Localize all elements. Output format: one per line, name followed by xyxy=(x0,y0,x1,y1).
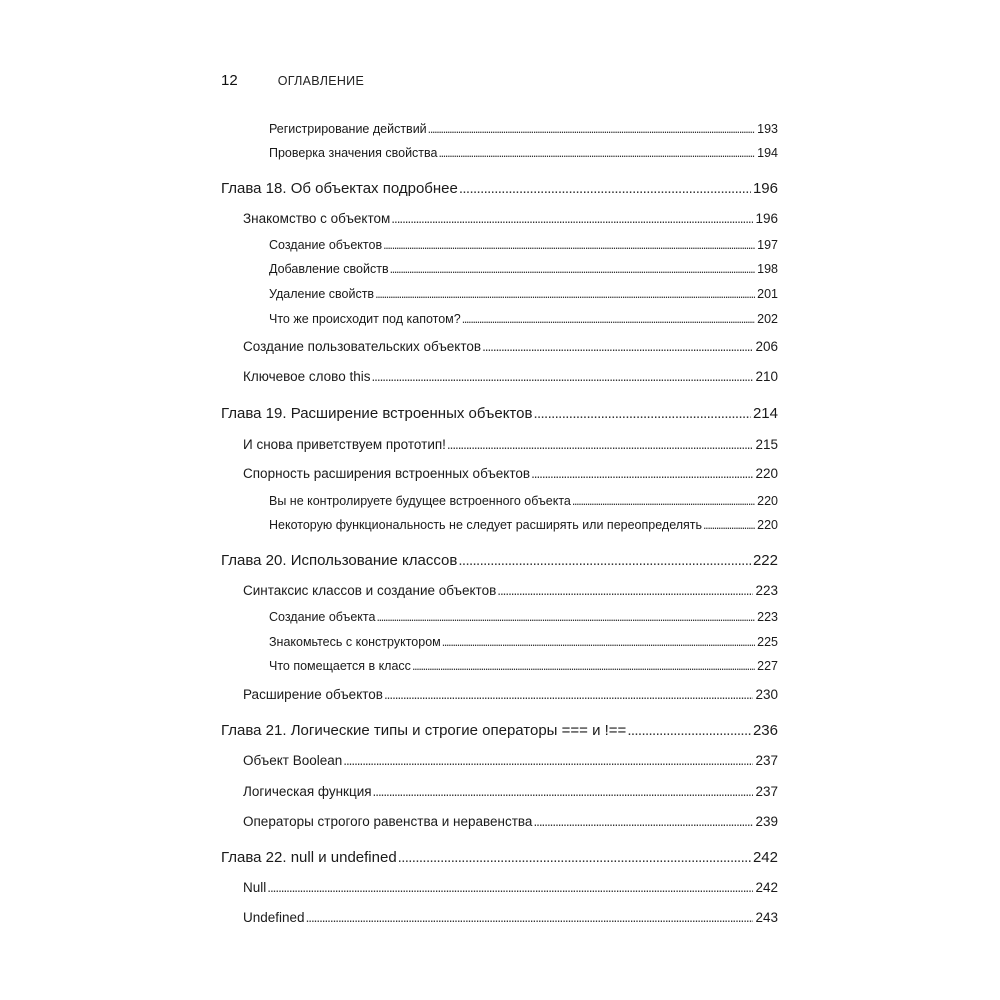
toc-entry-page: 214 xyxy=(752,405,778,422)
toc-entry xyxy=(269,312,778,326)
toc-entry-page: 198 xyxy=(757,262,778,276)
toc-entry-page: 197 xyxy=(757,238,778,252)
toc-entry-title: Глава 19. Расширение встроенных объектов xyxy=(221,405,533,422)
leader-dots xyxy=(371,369,753,384)
leader-dots xyxy=(398,849,751,866)
toc-entry-page: 242 xyxy=(755,880,778,895)
toc-entry xyxy=(269,122,778,136)
toc-entry-page: 225 xyxy=(757,635,778,649)
toc-entry-title: Что помещается в класс xyxy=(269,659,411,673)
toc-entry-page: 220 xyxy=(757,494,778,508)
toc-entry-title: Синтаксис классов и создание объектов xyxy=(243,583,497,598)
toc-entry-title: Спорность расширения встроенных объектов xyxy=(243,466,531,481)
toc-section xyxy=(243,437,778,452)
running-head xyxy=(221,72,781,92)
toc-entry-title: Создание пользовательских объектов xyxy=(243,339,482,354)
leader-dots xyxy=(391,211,753,226)
toc-entry-title: Проверка значения свойства xyxy=(269,146,438,160)
toc-section xyxy=(243,910,778,925)
toc-entry-page: 210 xyxy=(755,369,778,384)
toc-entry-title: Создание объектов xyxy=(269,238,383,252)
leader-dots xyxy=(482,339,753,354)
toc-entry-title: Удаление свойств xyxy=(269,287,375,301)
toc-entry xyxy=(269,659,778,673)
toc-entry-title: Ключевое слово this xyxy=(243,369,371,384)
toc-entry-page: 196 xyxy=(755,211,778,226)
leader-dots xyxy=(376,610,755,624)
toc-section xyxy=(243,687,778,702)
toc-chapter xyxy=(221,552,778,569)
toc-chapter xyxy=(221,180,778,197)
toc-section xyxy=(243,784,778,799)
toc-entry-title: Глава 18. Об объектах подробнее xyxy=(221,180,458,197)
toc-entry-title: Регистрирование действий xyxy=(269,122,427,136)
toc-entry-page: 215 xyxy=(755,437,778,452)
leader-dots xyxy=(531,466,753,481)
toc-entry-title: Глава 21. Логические типы и строгие операторы === и !== xyxy=(221,722,627,739)
toc-entry-page: 220 xyxy=(755,466,778,481)
leader-dots xyxy=(438,146,755,160)
toc-entry-page: 236 xyxy=(752,722,778,739)
toc-entry-page: 230 xyxy=(755,687,778,702)
leader-dots xyxy=(533,814,753,829)
toc-entry-title: Что же происходит под капотом? xyxy=(269,312,461,326)
leader-dots xyxy=(627,722,751,739)
toc-section xyxy=(243,339,778,354)
toc-entry-page: 223 xyxy=(757,610,778,624)
leader-dots xyxy=(384,687,754,702)
toc-entry-title: Глава 20. Использование классов xyxy=(221,552,458,569)
toc-entry-page: 194 xyxy=(757,146,778,160)
toc-entry-title: Создание объекта xyxy=(269,610,376,624)
toc-chapter xyxy=(221,722,778,739)
toc-entry-page: 196 xyxy=(752,180,778,197)
leader-dots xyxy=(497,583,753,598)
toc-entry xyxy=(269,635,778,649)
toc-entry xyxy=(269,610,778,624)
toc-entry-page: 202 xyxy=(757,312,778,326)
toc-entry xyxy=(269,518,778,532)
toc-entry-page: 223 xyxy=(755,583,778,598)
toc-entry-page: 242 xyxy=(752,849,778,866)
toc-section xyxy=(243,880,778,895)
toc-entry-title: Логическая функция xyxy=(243,784,372,799)
leader-dots xyxy=(306,910,754,925)
toc-entry-title: Добавление свойств xyxy=(269,262,389,276)
leader-dots xyxy=(390,262,756,276)
leader-dots xyxy=(533,405,751,422)
toc-chapter xyxy=(221,405,778,422)
leader-dots xyxy=(373,784,754,799)
toc-entry-page: 220 xyxy=(757,518,778,532)
running-head-title: ОГЛАВЛЕНИЕ xyxy=(277,74,365,88)
toc-entry-title: Знакомство с объектом xyxy=(243,211,391,226)
toc-chapter xyxy=(221,849,778,866)
leader-dots xyxy=(572,494,755,508)
leader-dots xyxy=(703,518,755,532)
toc-section xyxy=(243,211,778,226)
toc-entry xyxy=(269,146,778,160)
toc-entry-page: 239 xyxy=(755,814,778,829)
toc-entry-title: Расширение объектов xyxy=(243,687,383,702)
toc-entry xyxy=(269,287,778,301)
toc-entry-page: 237 xyxy=(755,784,778,799)
toc-entry-title: Null xyxy=(243,880,267,895)
toc-section xyxy=(243,814,778,829)
leader-dots xyxy=(412,659,755,673)
leader-dots xyxy=(375,287,755,301)
toc-section xyxy=(243,369,778,384)
toc-entry-page: 227 xyxy=(757,659,778,673)
toc-entry xyxy=(269,494,778,508)
leader-dots xyxy=(447,437,754,452)
leader-dots xyxy=(267,880,753,895)
toc-entry-title: Операторы строгого равенства и неравенства xyxy=(243,814,533,829)
toc-entry-title: Некоторую функциональность не следует расширять или переопределять xyxy=(269,518,703,532)
toc-entry-page: 237 xyxy=(755,753,778,768)
toc-entry xyxy=(269,238,778,252)
toc-entry xyxy=(269,262,778,276)
leader-dots xyxy=(459,180,751,197)
toc-entry-page: 222 xyxy=(752,552,778,569)
page-number: 12 xyxy=(221,72,238,89)
toc-entry-title: Глава 22. null и undefined xyxy=(221,849,397,866)
toc-section xyxy=(243,466,778,481)
leader-dots xyxy=(462,312,755,326)
toc-section xyxy=(243,753,778,768)
leader-dots xyxy=(383,238,755,252)
toc-entry-page: 206 xyxy=(755,339,778,354)
toc-entry-page: 193 xyxy=(757,122,778,136)
toc-entry-title: Объект Boolean xyxy=(243,753,343,768)
leader-dots xyxy=(343,753,753,768)
toc-entry-page: 201 xyxy=(757,287,778,301)
toc-entry-title: Знакомьтесь с конструктором xyxy=(269,635,441,649)
toc-entry-page: 243 xyxy=(755,910,778,925)
leader-dots xyxy=(428,122,755,136)
leader-dots xyxy=(442,635,755,649)
toc-entry-title: И снова приветствуем прототип! xyxy=(243,437,446,452)
toc-section xyxy=(243,583,778,598)
leader-dots xyxy=(458,552,751,569)
toc-entry-title: Вы не контролируете будущее встроенного объекта xyxy=(269,494,571,508)
toc-entry-title: Undefined xyxy=(243,910,305,925)
